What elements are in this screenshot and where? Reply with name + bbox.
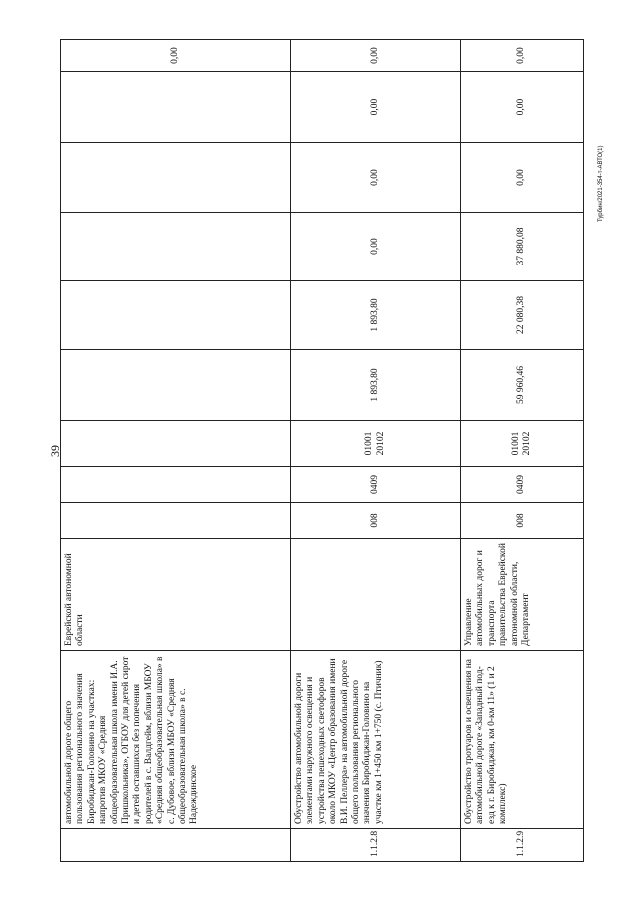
rotated-table-container — [60, 40, 583, 862]
row-description: Обустройство автомобильной дороги элементами наружного освещения и устройства пешеходных светофоров около МКОУ «Центр образования имени В.И. Пеллера» на автомобильной дороге общего пользования регионального значения Биробиджан-Головино на участке км 1+450 км 1+750 (с. Птичник) — [291, 651, 461, 829]
row-value-4 — [61, 143, 291, 213]
row-number: 1.1.2.8 — [291, 829, 461, 862]
row-csr — [61, 421, 291, 467]
document-stamp: Турбин/2021-354-т-АВТО(1) — [598, 145, 604, 222]
row-value-1: 59 960,46 — [461, 350, 584, 421]
row-value-5 — [61, 72, 291, 143]
row-csr: 01001 20102 — [291, 421, 461, 467]
row-value-4: 0,00 — [291, 143, 461, 213]
table-row — [61, 40, 291, 862]
row-organization: Управление автомобильных дорог и транспорта правительства Еврейской автономной области, Департамент — [461, 539, 584, 651]
row-grbs: 008 — [461, 503, 584, 539]
budget-table — [60, 39, 584, 862]
table-row — [291, 40, 461, 862]
row-number — [61, 829, 291, 862]
row-organization — [291, 539, 461, 651]
row-value-1 — [61, 350, 291, 421]
row-value-5: 0,00 — [291, 72, 461, 143]
row-value-6: 0,00 — [291, 40, 461, 72]
page-number: 39 — [48, 445, 62, 457]
row-value-2 — [61, 281, 291, 350]
row-value-3: 0,00 — [291, 213, 461, 281]
row-number: 1.1.2.9 — [461, 829, 584, 862]
row-value-6: 0,00 — [461, 40, 584, 72]
row-value-3 — [61, 213, 291, 281]
row-value-4: 0,00 — [461, 143, 584, 213]
row-csr: 01001 20102 — [461, 421, 584, 467]
row-value-3: 37 880,08 — [461, 213, 584, 281]
row-rzpr — [61, 467, 291, 503]
row-rzpr: 0409 — [461, 467, 584, 503]
row-value-1: 1 893,80 — [291, 350, 461, 421]
row-value-2: 1 893,80 — [291, 281, 461, 350]
row-grbs — [61, 503, 291, 539]
row-rzpr: 0409 — [291, 467, 461, 503]
row-value-2: 22 080,38 — [461, 281, 584, 350]
table-row — [461, 40, 584, 862]
row-grbs: 008 — [291, 503, 461, 539]
row-value-5: 0,00 — [461, 72, 584, 143]
row-value-6: 0,00 — [61, 40, 291, 72]
row-organization: Еврейской автономной области — [61, 539, 291, 651]
row-description: Обустройство тротуаров и освещения на автомобильной дороге «Западный под-езд к г. Биробиджан, км 0-км 11» (1 и 2 комплекс) — [461, 651, 584, 829]
row-description: автомобильной дороге общего пользования регионального значения Биробиджан-Головино на участках: напротив МКОУ «Средняя общеобразовательная школа имени И.А. Пришкольника», ОГБОУ для детей сирот и детей оставшихся без попечения родителей в с. Валдгейм, вблизи МБОУ «Средняя общеобразовательная школа» в с. Дубовое, вблизи МБОУ «Средняя общеобразовательная школа» в с. Надеждинское — [61, 651, 291, 829]
